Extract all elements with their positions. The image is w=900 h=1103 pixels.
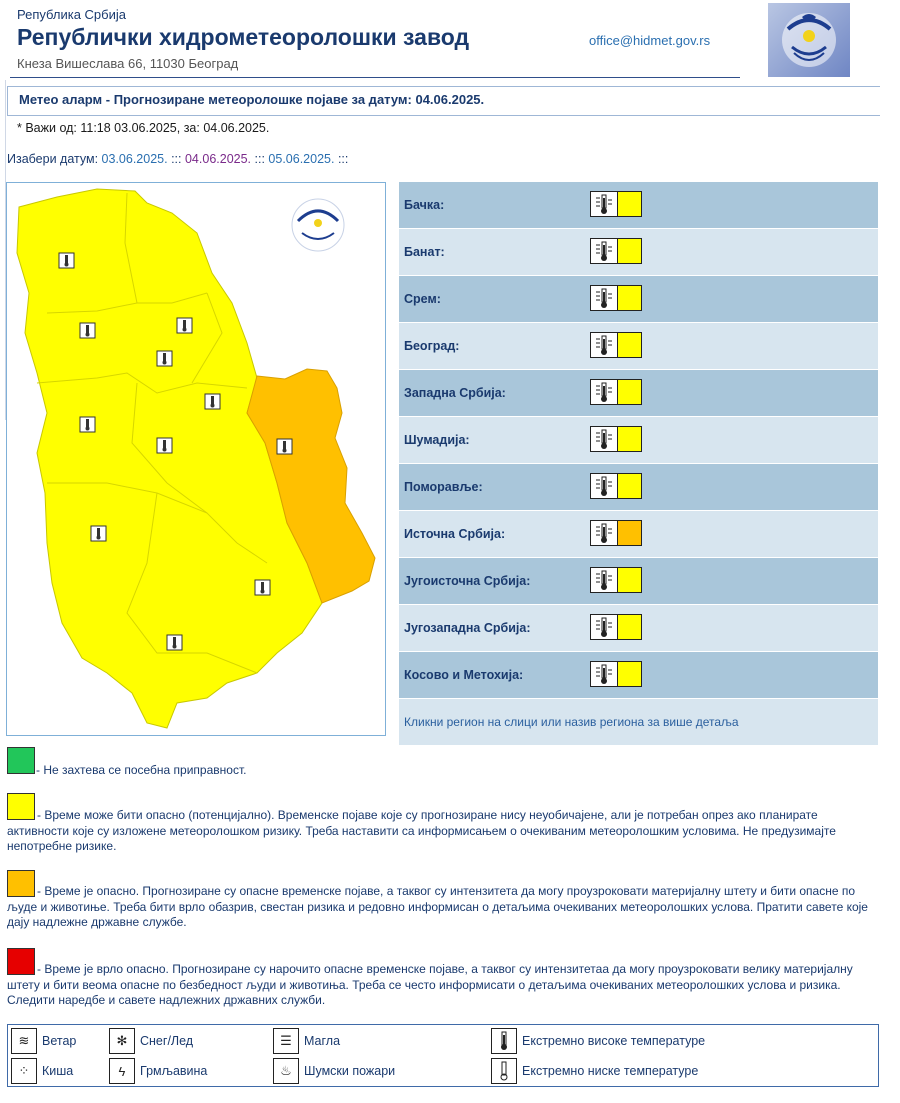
warning-level-swatch: [618, 520, 642, 546]
thermometer-icon: [590, 520, 618, 546]
region-row[interactable]: [399, 558, 878, 605]
warning-indicator[interactable]: [590, 473, 642, 499]
region-name[interactable]: Западна Србија:: [404, 386, 506, 400]
region-row[interactable]: [399, 182, 878, 229]
map-thermometer-icon[interactable]: [255, 580, 270, 595]
header-address: Кнеза Вишеслава 66, 11030 Београд: [17, 56, 239, 71]
date-separator: :::: [254, 152, 265, 166]
legend-green-text: - Не захтева се посебна приправност.: [36, 763, 247, 777]
thermometer-icon: [590, 191, 618, 217]
map-thermometer-icon[interactable]: [157, 438, 172, 453]
rhmz-logo[interactable]: [768, 3, 850, 77]
region-row[interactable]: [399, 511, 878, 558]
region-name[interactable]: Југоисточна Србија:: [404, 574, 531, 588]
thermometer-icon: [590, 379, 618, 405]
date-link-0506[interactable]: 05.06.2025.: [268, 152, 335, 166]
region-name[interactable]: Југозападна Србија:: [404, 621, 531, 635]
wind-icon: ≋: [11, 1028, 37, 1054]
date-link-0406[interactable]: 04.06.2025.: [184, 152, 252, 166]
region-name[interactable]: Поморавље:: [404, 480, 483, 494]
warning-indicator[interactable]: [590, 285, 642, 311]
warning-indicator[interactable]: [590, 567, 642, 593]
thermometer-icon: [590, 661, 618, 687]
legend-thunder: ϟ Грмљавина: [109, 1058, 207, 1084]
region-row[interactable]: [399, 605, 878, 652]
map-thermometer-icon[interactable]: [157, 351, 172, 366]
legend-yellow-text: - Време може бити опасно (потенцијално). Временске појаве које су прогнозиране нису неуобичајене, али је потребан опрез ако планирате активности које су изложене метеоролошком ризику. Треба наставити са информисањем о очекиваним метеоролошким условима. Не предузимајте непотребне ризике.: [7, 808, 836, 853]
legend-forest-fire: ♨ Шумски пожари: [273, 1058, 395, 1084]
thermometer-icon: [590, 473, 618, 499]
header-institute-name: Републички хидрометеоролошки завод: [17, 24, 470, 50]
warning-level-swatch: [618, 191, 642, 217]
header-divider: [10, 77, 740, 78]
snowflake-icon: ✻: [109, 1028, 135, 1054]
warning-indicator[interactable]: [590, 426, 642, 452]
region-name[interactable]: Срем:: [404, 292, 441, 306]
low-temp-icon: [491, 1058, 517, 1084]
date-separator: :::: [171, 152, 182, 166]
region-name[interactable]: Бачка:: [404, 198, 445, 212]
legend-red-text: - Време је врло опасно. Прогнозиране су нарочито опасне временске појаве, а таквог су интензитетаа да могу проузроковати велику материјалну штету и бити веома опасне по безбедност људи и животиња. Треба се често информисати о детаљима очекиваних метеоролошких услова и ризика. Следити наредбе и савете надлежних државних служби.: [7, 962, 853, 1007]
region-name[interactable]: Источна Србија:: [404, 527, 506, 541]
map-thermometer-icon[interactable]: [205, 394, 220, 409]
region-row[interactable]: [399, 417, 878, 464]
date-link-0306[interactable]: 03.06.2025.: [101, 152, 168, 166]
header-email-link[interactable]: office@hidmet.gov.rs: [589, 33, 711, 48]
serbia-warning-map[interactable]: [6, 182, 386, 736]
map-thermometer-icon[interactable]: [91, 526, 106, 541]
region-name[interactable]: Косово и Метохија:: [404, 668, 524, 682]
region-info-row: [399, 699, 878, 746]
warning-level-swatch: [618, 567, 642, 593]
warning-indicator[interactable]: [590, 661, 642, 687]
warning-indicator[interactable]: [590, 238, 642, 264]
warning-level-swatch: [618, 238, 642, 264]
region-row[interactable]: [399, 323, 878, 370]
legend-snow: ✻ Снег/Лед: [109, 1028, 193, 1054]
thermometer-icon: [590, 567, 618, 593]
warning-level-swatch: [618, 332, 642, 358]
region-row[interactable]: [399, 276, 878, 323]
region-name[interactable]: Београд:: [404, 339, 460, 353]
warning-level-swatch: [618, 661, 642, 687]
map-thermometer-icon[interactable]: [80, 323, 95, 338]
map-thermometer-icon[interactable]: [80, 417, 95, 432]
map-thermometer-icon[interactable]: [59, 253, 74, 268]
icon-legend: [7, 1024, 879, 1087]
validity-text: * Важи од: 11:18 03.06.2025, за: 04.06.2025.: [17, 121, 270, 135]
legend-green-swatch: [7, 747, 35, 774]
map-thermometer-icon[interactable]: [277, 439, 292, 454]
thunder-icon: ϟ: [109, 1058, 135, 1084]
region-info-text: Кликни регион на слици или назив региона за више детаља: [404, 715, 739, 729]
region-row[interactable]: [399, 652, 878, 699]
header-country: Република Србија: [17, 7, 126, 22]
thermometer-icon: [590, 285, 618, 311]
alarm-title-box: [7, 86, 880, 116]
map-logo-icon: [292, 199, 344, 251]
region-name[interactable]: Шумадија:: [404, 433, 470, 447]
region-table: [399, 182, 878, 746]
warning-level-swatch: [618, 379, 642, 405]
date-label: Изабери датум:: [7, 152, 99, 166]
warning-level-swatch: [618, 426, 642, 452]
thermometer-icon: [590, 426, 618, 452]
warning-indicator[interactable]: [590, 191, 642, 217]
forest-fire-icon: ♨: [273, 1058, 299, 1084]
warning-indicator[interactable]: [590, 379, 642, 405]
fog-icon: ☰: [273, 1028, 299, 1054]
warning-indicator[interactable]: [590, 332, 642, 358]
warning-indicator[interactable]: [590, 520, 642, 546]
legend-high-temp: Екстремно високе температуре: [491, 1028, 705, 1054]
map-thermometer-icon[interactable]: [177, 318, 192, 333]
warning-level-swatch: [618, 285, 642, 311]
legend-fog: ☰ Магла: [273, 1028, 340, 1054]
date-selector: [7, 152, 348, 166]
region-row[interactable]: [399, 464, 878, 511]
thermometer-icon: [590, 614, 618, 640]
region-row[interactable]: [399, 229, 878, 276]
rain-icon: ⁘: [11, 1058, 37, 1084]
high-temp-icon: [491, 1028, 517, 1054]
legend-rain: ⁘ Киша: [11, 1058, 73, 1084]
thermometer-icon: [590, 238, 618, 264]
alarm-title: Метео аларм - Прогнозиране метеоролошке појаве за датум: 04.06.2025.: [19, 92, 485, 107]
legend-wind: ≋ Ветар: [11, 1028, 76, 1054]
region-row[interactable]: [399, 370, 878, 417]
map-thermometer-icon[interactable]: [167, 635, 182, 650]
date-separator: :::: [337, 152, 349, 166]
warning-level-swatch: [618, 614, 642, 640]
legend-orange-text: - Време је опасно. Прогнозиране су опасне временске појаве, а таквог су интензитета да могу проузроковати материјалну штету и бити опасне по људе и животиње. Треба бити врло обазрив, свестан ризика и редовно информисан о детаљима очекиваних метеоролошких услова. Пратити савете које дају надлежне државне службе.: [7, 884, 868, 929]
region-name[interactable]: Банат:: [404, 245, 445, 259]
warning-level-swatch: [618, 473, 642, 499]
warning-indicator[interactable]: [590, 614, 642, 640]
thermometer-icon: [590, 332, 618, 358]
legend-low-temp: Екстремно ниске температуре: [491, 1058, 698, 1084]
